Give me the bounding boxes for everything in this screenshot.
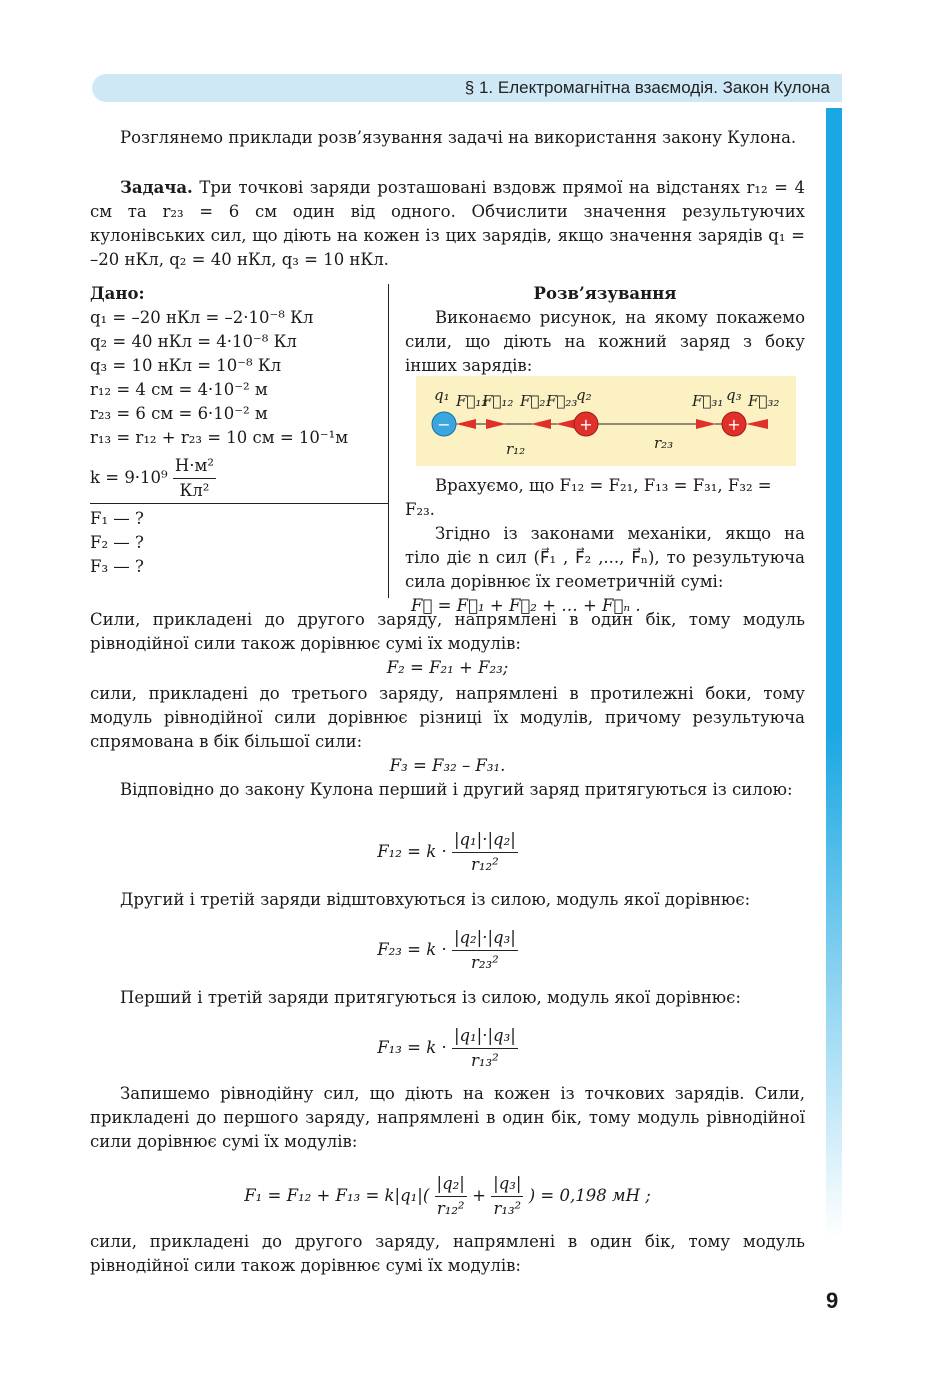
label-r23: r₂₃ xyxy=(654,434,674,452)
solution-block-2 xyxy=(405,474,805,618)
label-f13: F⃗₁₃ xyxy=(456,392,488,410)
f12-num: |q₁|·|q₂| xyxy=(452,828,518,853)
formula-f13 xyxy=(90,1024,805,1073)
f1-frac-b xyxy=(491,1172,523,1221)
arrow-f12 xyxy=(486,419,506,429)
f1-lhs: F₁ = F₁₂ + F₁₃ = k|q₁|( xyxy=(244,1186,430,1205)
f1-a-num: |q₂| xyxy=(435,1172,467,1197)
arrow-f32 xyxy=(746,419,768,429)
arrow-f23a xyxy=(556,419,576,429)
intro-paragraph: Розглянемо приклади розв’язування задачі на використання закону Кулона. xyxy=(120,128,797,147)
side-accent-bar xyxy=(826,108,842,1238)
f1-frac-a xyxy=(435,1172,467,1221)
f1-rhs: ) = 0,198 мН ; xyxy=(528,1186,651,1205)
f1-a-den: r₁₂² xyxy=(436,1199,465,1218)
charges-diagram xyxy=(416,376,796,466)
arrow-f13 xyxy=(456,419,476,429)
label-q2: q₂ xyxy=(576,386,592,404)
formula-f23 xyxy=(90,926,805,975)
plus-sign: + xyxy=(727,415,741,434)
f23-num: |q₂|·|q₃| xyxy=(452,926,518,951)
solution-title: Розв’язування xyxy=(533,284,677,303)
given-line: r₁₃ = r₁₂ + r₂₃ = 10 см = 10⁻¹м xyxy=(90,428,349,447)
plus-sign: + xyxy=(579,415,593,434)
body-p5: сили, прикладені до третього заряду, напрямлені в протилежні боки, тому модуль рівнодійної сили дорівнює різниці їх модулів, причому результуюча спрямована в бік більшої сили: xyxy=(90,684,805,751)
given-block xyxy=(90,282,388,503)
f12-den: r₁₂² xyxy=(470,855,499,874)
arrow-f21 xyxy=(531,419,551,429)
formula-f1: F₁ = F₁₂ + F₁₃ = k|q₁|( $\frac{\text{|q₂|}}{\text{r₁₂²}}$ + $\frac{\text{|q₃|}}{\text{r₁₃²}}$ ) = 0,198 мН ; xyxy=(90,1172,805,1221)
label-f21: F⃗₂₁ xyxy=(520,392,552,410)
body-p9: Запишемо рівнодійну сил, що діють на кожен із точкових зарядів. Сили, прикладені до першого заряду, напрямлені в один бік, тому модуль рівнодійної сили дорівнює сумі їх модулів: xyxy=(90,1084,805,1151)
label-f12: F⃗₁₂ xyxy=(482,392,514,410)
f12-lhs: F₁₂ = k · xyxy=(377,842,447,861)
given-line: r₂₃ = 6 см = 6·10⁻² м xyxy=(90,404,268,423)
body-p10: сили, прикладені до другого заряду, напрямлені в один бік, тому модуль рівнодійної сили також дорівнює сумі їх модулів: xyxy=(90,1232,805,1275)
formula-f12 xyxy=(90,828,805,877)
f13-den: r₁₃² xyxy=(470,1051,499,1070)
f23-lhs: F₂₃ = k · xyxy=(377,940,447,959)
given-label: Дано: xyxy=(90,284,145,303)
label-q1: q₁ xyxy=(434,386,450,404)
arrow-f31 xyxy=(696,419,716,429)
label-f32: F⃗₃₂ xyxy=(748,392,780,410)
given-line: q₂ = 40 нКл = 4·10⁻⁸ Кл xyxy=(90,332,297,351)
task-label: Задача. xyxy=(120,178,193,197)
f23-den: r₂₃² xyxy=(470,953,499,972)
unknown-line: F₂ — ? xyxy=(90,533,144,552)
f1-b-num: |q₃| xyxy=(491,1172,523,1197)
f12-fraction xyxy=(452,828,518,877)
vector-sum-formula: F⃗ = F⃗₁ + F⃗₂ + … + F⃗ₙ . xyxy=(411,596,641,615)
label-f31: F⃗₃₁ xyxy=(692,392,724,410)
f1-b-den: r₁₃² xyxy=(493,1199,522,1218)
f13-lhs: F₁₃ = k · xyxy=(377,1038,447,1057)
given-divider-horizontal xyxy=(90,503,388,504)
label-f23: F⃗₂₃ xyxy=(546,392,578,410)
unknown-line: F₁ — ? xyxy=(90,509,144,528)
given-divider-vertical xyxy=(388,284,389,598)
f23-fraction xyxy=(452,926,518,975)
body-p6: Відповідно до закону Кулона перший і другий заряд притягуються із силою: xyxy=(120,780,793,799)
given-line: q₃ = 10 нКл = 10⁻⁸ Кл xyxy=(90,356,282,375)
minus-sign: − xyxy=(437,415,451,434)
page-number: 9 xyxy=(826,1288,839,1313)
body-p4: Сили, прикладені до другого заряду, напрямлені в один бік, тому модуль рівнодійної сили також дорівнює сумі їх модулів: xyxy=(90,610,805,653)
k-num: Н·м² xyxy=(173,454,216,479)
formula-f3: F₃ = F₃₂ – F₃₁. xyxy=(389,756,506,775)
given-line: q₁ = –20 нКл = –2·10⁻⁸ Кл xyxy=(90,308,314,327)
label-q3: q₃ xyxy=(726,386,742,404)
unknown-line: F₃ — ? xyxy=(90,557,144,576)
solution-p1: Виконаємо рисунок, на якому покажемо сили, що діють на кожний заряд з боку інших зарядів: xyxy=(405,308,805,375)
label-r12: r₁₂ xyxy=(506,440,526,458)
body-p8: Перший і третій заряди притягуються із силою, модуль якої дорівнює: xyxy=(120,988,741,1007)
task-paragraph xyxy=(90,176,805,272)
k-fraction xyxy=(173,454,216,503)
k-constant xyxy=(90,454,388,503)
header-title: § 1. Електромагнітна взаємодія. Закон Кулона xyxy=(464,78,830,97)
unknowns-block xyxy=(90,507,144,579)
k-lhs: k = 9·10⁹ xyxy=(90,468,168,487)
solution-p3: Згідно із законами механіки, якщо на тіло діє n сил (F⃗₁ , F⃗₂ ,..., F⃗ₙ), то результуюча сила дорівнює їх геометричній сумі: xyxy=(405,524,805,591)
solution-block xyxy=(405,282,805,378)
solution-p2: Врахуємо, що F₁₂ = F₂₁, F₁₃ = F₃₁, F₃₂ = F₂₃. xyxy=(405,476,772,519)
given-line: r₁₂ = 4 см = 4·10⁻² м xyxy=(90,380,268,399)
k-den: Кл² xyxy=(179,481,210,500)
f13-num: |q₁|·|q₃| xyxy=(452,1024,518,1049)
task-text: Три точкові заряди розташовані вздовж прямої на відстанях r₁₂ = 4 см та r₂₃ = 6 см один від одного. Обчислити значення результуючих кулонівських сил, що діють на кожен із цих зарядів, якщо значення зарядів q₁ = –20 нКл, q₂ = 40 нКл, q₃ = 10 нКл. xyxy=(90,178,805,269)
body-p7: Другий і третій заряди відштовхуються із силою, модуль якої дорівнює: xyxy=(120,890,751,909)
charges-figure xyxy=(416,376,796,466)
running-header xyxy=(92,74,842,102)
f13-fraction xyxy=(452,1024,518,1073)
formula-f2: F₂ = F₂₁ + F₂₃; xyxy=(386,658,509,677)
